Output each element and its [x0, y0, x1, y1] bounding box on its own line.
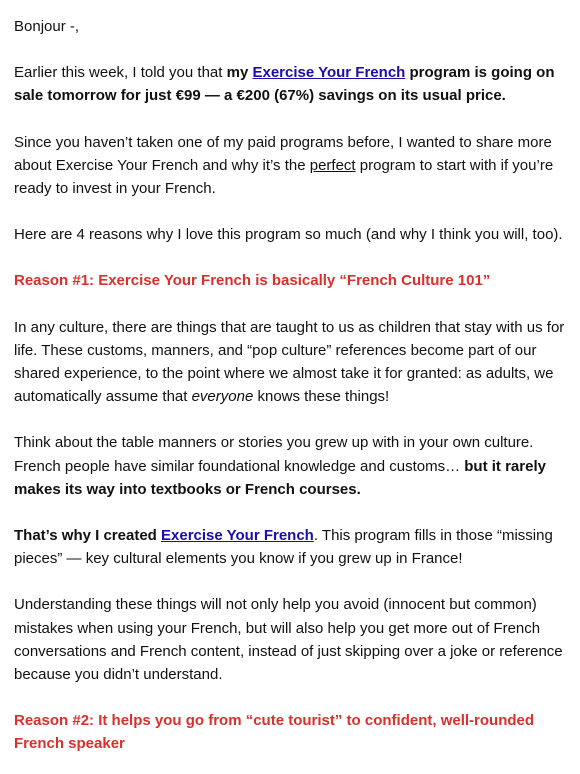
paragraph-why-program: [14, 131, 566, 201]
paragraph-sale-announcement: [14, 61, 566, 107]
paragraph-why-created: [14, 524, 566, 570]
greeting: Bonjour -,: [14, 18, 80, 35]
missing-pieces-text: . This program fills in those “missing pieces” — key cultural elements you know if you grew up in France!: [14, 527, 553, 568]
perfect-underlined-text: perfect: [309, 156, 356, 174]
paragraph-understanding: Understanding these things will not only help you avoid (innocent but common) mistakes when using your French, but will also help you get more out of French conversations and French content, instead of just skipping over a joke or reference because you didn’t understand.: [14, 596, 563, 684]
sale-bold-text-start: my: [226, 64, 253, 82]
reason-2-heading: Reason #2: It helps you go from “cute tourist” to confident, well-rounded French speaker: [14, 712, 535, 753]
paragraph-culture: [14, 316, 566, 409]
sale-intro-text: Earlier this week, I told you that: [14, 64, 227, 82]
why-created-bold-text: That’s why I created: [14, 527, 161, 545]
paragraph-table-manners: [14, 431, 566, 501]
table-manners-text: Think about the table manners or stories you grew up with in your own culture. French people have similar foundational knowledge and customs…: [14, 434, 534, 475]
why-program-text-end: program to start with if you’re ready to invest in your French.: [14, 156, 554, 198]
reason-1-heading: Reason #1: Exercise Your French is basically “French Culture 101”: [14, 272, 491, 290]
everyone-emphasis-text: everyone: [191, 388, 254, 406]
exercise-your-french-link-2[interactable]: Exercise Your French: [161, 527, 314, 545]
sale-bold-text-end: program is going on sale tomorrow for just €99 — a €200 (67%) savings on its usual price.: [14, 64, 555, 105]
paragraph-four-reasons: Here are 4 reasons why I love this program so much (and why I think you will, too).: [14, 226, 563, 244]
culture-text-end: knows these things!: [253, 388, 390, 406]
exercise-your-french-link[interactable]: Exercise Your French: [252, 64, 406, 82]
textbooks-bold-text: but it rarely makes its way into textbooks or French courses.: [14, 457, 546, 498]
why-program-text-start: Since you haven’t taken one of my paid programs before, I wanted to share more about Exercise Your French and why it’s the: [14, 133, 552, 174]
culture-text-start: In any culture, there are things that are taught to us as children that stay with us for life. These customs, manners, and “pop culture” references become part of our shared experience, to the point where we almost take it for granted: as adults, we automatically assume that: [14, 318, 565, 406]
